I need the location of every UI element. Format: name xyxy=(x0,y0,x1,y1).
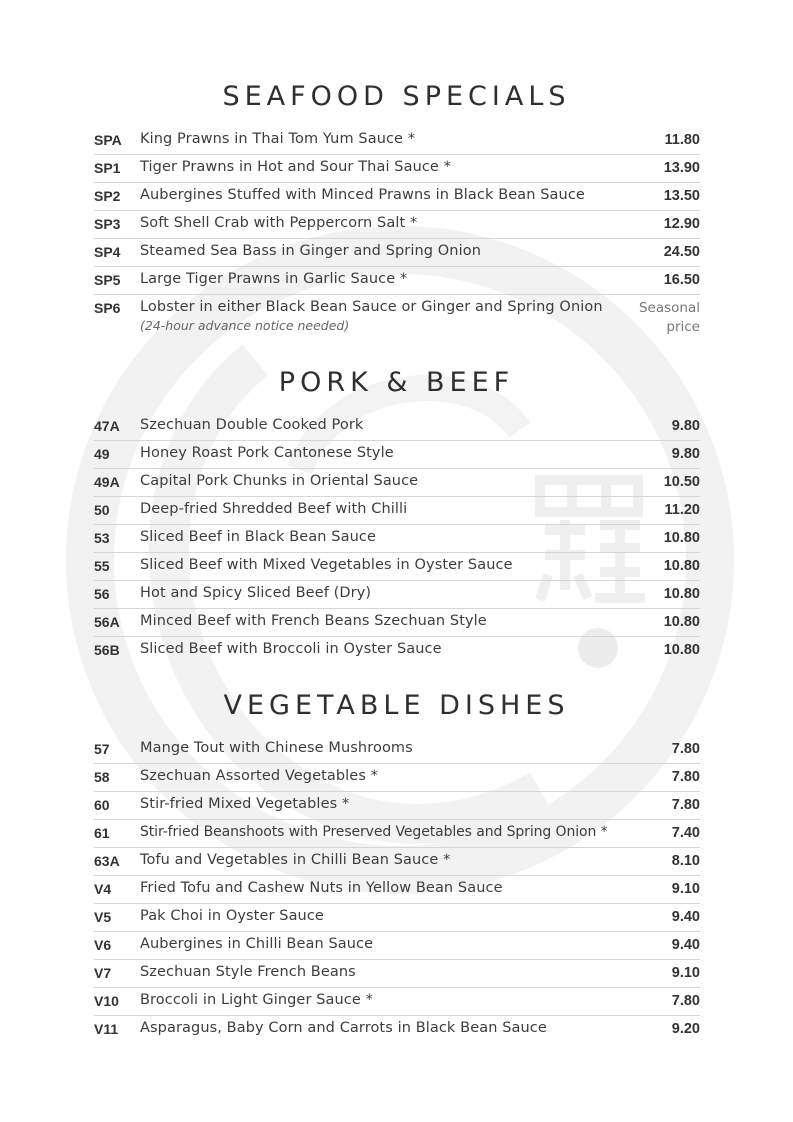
item-code: 60 xyxy=(94,797,110,813)
item-name: Minced Beef with French Beans Szechuan Style xyxy=(140,613,487,629)
list-item xyxy=(94,609,700,637)
item-code: V5 xyxy=(94,909,112,925)
item-price: 7.80 xyxy=(671,797,700,813)
item-name: Tiger Prawns in Hot and Sour Thai Sauce * xyxy=(140,159,452,175)
price-label: price xyxy=(666,319,700,335)
item-name: Soft Shell Crab with Peppercorn Salt * xyxy=(140,215,418,231)
section-title-vegetable: VEGETABLE DISHES xyxy=(223,690,570,721)
item-note: (24-hour advance notice needed) xyxy=(140,318,350,333)
list-item xyxy=(94,960,700,988)
list-item xyxy=(94,469,700,497)
item-name: Szechuan Style French Beans xyxy=(140,964,356,980)
item-name: Sliced Beef with Mixed Vegetables in Oyster Sauce xyxy=(140,557,513,573)
item-code: 56 xyxy=(94,586,110,602)
item-code: 57 xyxy=(94,741,110,757)
item-name: Deep-fried Shredded Beef with Chilli xyxy=(140,501,408,517)
item-code: V11 xyxy=(94,1021,119,1037)
list-item xyxy=(94,736,700,764)
item-price: 10.80 xyxy=(663,586,700,602)
item-code: 58 xyxy=(94,769,110,785)
item-name: Broccoli in Light Ginger Sauce * xyxy=(140,992,373,1008)
item-price: 10.50 xyxy=(663,474,700,490)
item-name: Honey Roast Pork Cantonese Style xyxy=(140,445,394,461)
list-item xyxy=(94,211,700,239)
item-name: Hot and Spicy Sliced Beef (Dry) xyxy=(140,585,372,601)
item-price: 9.40 xyxy=(671,909,700,925)
list-item xyxy=(94,904,700,932)
item-code: SP5 xyxy=(94,272,121,288)
list-item xyxy=(94,932,700,960)
list-item xyxy=(94,876,700,904)
item-price: 9.80 xyxy=(671,418,700,434)
item-price: 9.10 xyxy=(671,881,700,897)
list-item xyxy=(94,127,700,155)
item-price: 7.40 xyxy=(671,825,700,841)
item-name: Lobster in either Black Bean Sauce or Ginger and Spring Onion xyxy=(140,299,603,315)
item-code: 47A xyxy=(94,418,120,434)
section-title-pork-beef: PORK & BEEF xyxy=(278,367,515,398)
item-code: 56A xyxy=(94,614,120,630)
item-name: Aubergines Stuffed with Minced Prawns in Black Bean Sauce xyxy=(140,187,585,203)
item-code: 63A xyxy=(94,853,120,869)
item-code: 55 xyxy=(94,558,110,574)
item-code: 49 xyxy=(94,446,110,462)
item-price: 10.80 xyxy=(663,530,700,546)
item-name: Capital Pork Chunks in Oriental Sauce xyxy=(140,473,419,489)
list-item xyxy=(94,581,700,609)
list-item xyxy=(94,183,700,211)
item-name: Steamed Sea Bass in Ginger and Spring Onion xyxy=(140,243,481,259)
list-item xyxy=(94,553,700,581)
list-item xyxy=(94,764,700,792)
item-name: Asparagus, Baby Corn and Carrots in Black Bean Sauce xyxy=(140,1020,547,1036)
item-name: Pak Choi in Oyster Sauce xyxy=(140,908,324,924)
item-name: Sliced Beef with Broccoli in Oyster Sauce xyxy=(140,641,442,657)
list-item xyxy=(94,441,700,469)
item-code: SP1 xyxy=(94,160,121,176)
item-name: Aubergines in Chilli Bean Sauce xyxy=(140,936,374,952)
item-price: 7.80 xyxy=(671,741,700,757)
item-code: SP4 xyxy=(94,244,121,260)
item-price: 8.10 xyxy=(671,853,700,869)
pork-beef-list xyxy=(94,413,700,665)
item-price: 13.50 xyxy=(663,188,700,204)
list-item xyxy=(94,988,700,1016)
list-item xyxy=(94,239,700,267)
item-code: 53 xyxy=(94,530,110,546)
item-code: V10 xyxy=(94,993,119,1009)
item-price: 24.50 xyxy=(663,244,700,260)
list-item xyxy=(94,267,700,295)
item-price-note xyxy=(610,299,700,337)
list-item xyxy=(94,792,700,820)
item-name: Mange Tout with Chinese Mushrooms xyxy=(140,740,413,756)
item-price: 10.80 xyxy=(663,558,700,574)
seasonal-label: Seasonal xyxy=(638,300,700,316)
item-price: 9.20 xyxy=(671,1021,700,1037)
item-price: 11.20 xyxy=(664,502,700,518)
list-item xyxy=(94,525,700,553)
item-price: 9.80 xyxy=(671,446,700,462)
item-name: Tofu and Vegetables in Chilli Bean Sauce * xyxy=(140,852,451,868)
item-code: V6 xyxy=(94,937,112,953)
item-code: SP3 xyxy=(94,216,121,232)
list-item xyxy=(94,413,700,441)
item-name: Sliced Beef in Black Bean Sauce xyxy=(140,529,376,545)
list-item xyxy=(94,295,700,339)
item-name: Stir-fried Beanshoots with Preserved Vegetables and Spring Onion * xyxy=(140,824,608,840)
item-name: Fried Tofu and Cashew Nuts in Yellow Bean Sauce xyxy=(140,880,503,896)
item-code: V7 xyxy=(94,965,112,981)
item-name: Large Tiger Prawns in Garlic Sauce * xyxy=(140,271,408,287)
item-price: 9.10 xyxy=(671,965,700,981)
item-code: 56B xyxy=(94,642,120,658)
item-name: Szechuan Assorted Vegetables * xyxy=(140,768,379,784)
item-price: 7.80 xyxy=(671,993,700,1009)
item-name: Szechuan Double Cooked Pork xyxy=(140,417,364,433)
item-price: 16.50 xyxy=(663,272,700,288)
item-code: 50 xyxy=(94,502,110,518)
item-code: 49A xyxy=(94,474,120,490)
list-item xyxy=(94,497,700,525)
item-price: 12.90 xyxy=(663,216,700,232)
list-item xyxy=(94,820,700,848)
item-price: 10.80 xyxy=(663,614,700,630)
item-code: V4 xyxy=(94,881,112,897)
item-code: SP2 xyxy=(94,188,121,204)
section-title-seafood: SEAFOOD SPECIALS xyxy=(222,81,571,112)
item-price: 7.80 xyxy=(671,769,700,785)
list-item xyxy=(94,637,700,665)
item-price: 10.80 xyxy=(663,642,700,658)
list-item xyxy=(94,848,700,876)
item-price: 9.40 xyxy=(671,937,700,953)
item-price: 11.80 xyxy=(664,132,700,148)
item-price: 13.90 xyxy=(663,160,700,176)
list-item xyxy=(94,1016,700,1044)
item-code: 61 xyxy=(94,825,110,841)
item-code: SPA xyxy=(94,132,122,148)
item-name: Stir-fried Mixed Vegetables * xyxy=(140,796,350,812)
item-code: SP6 xyxy=(94,300,121,316)
list-item xyxy=(94,155,700,183)
item-name: King Prawns in Thai Tom Yum Sauce * xyxy=(140,131,416,147)
seafood-list xyxy=(94,127,700,339)
vegetable-list xyxy=(94,736,700,1044)
